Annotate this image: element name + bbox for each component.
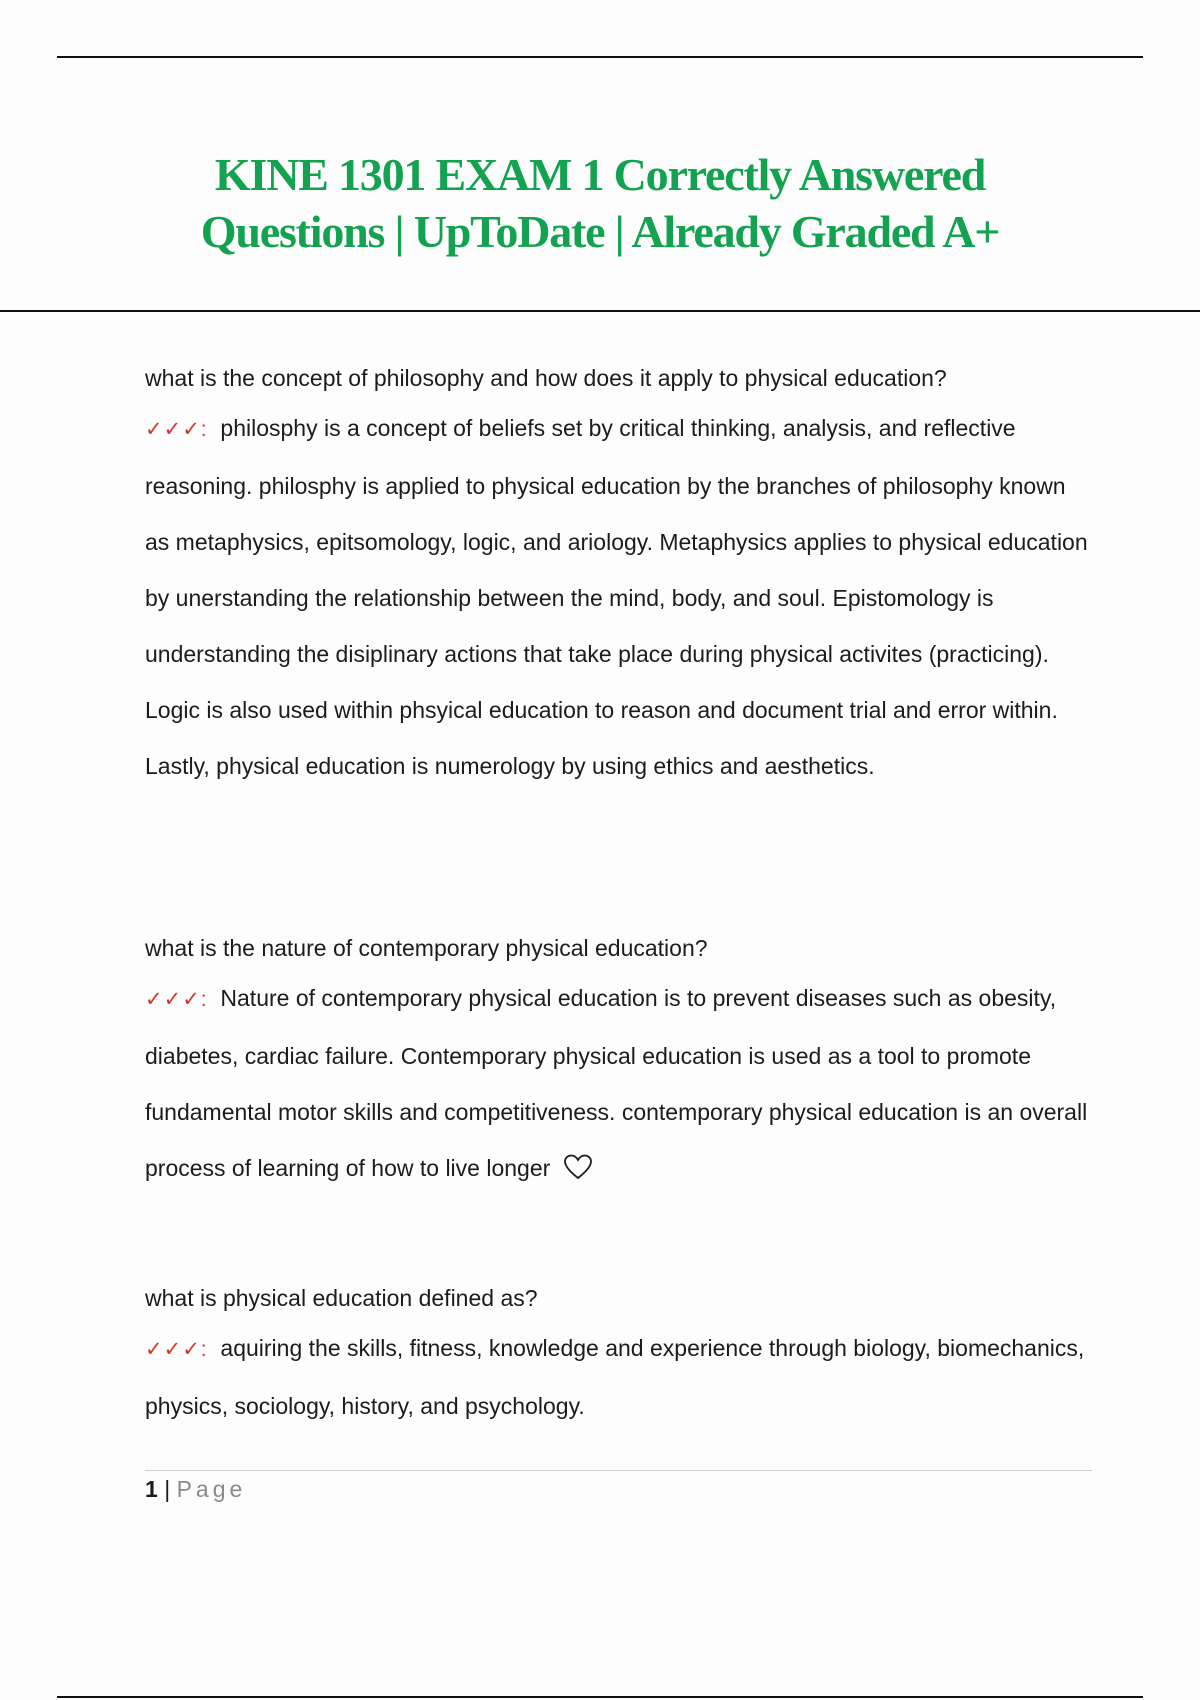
page-footer	[145, 1474, 246, 1504]
footer-divider	[145, 1470, 1092, 1471]
answer-text: philosphy is a concept of beliefs set by critical thinking, analysis, and reflective reasoning. philosphy is applied to physical education by the branches of philosophy known as metaphysics, epitsomology, logic, and ariology. Metaphysics applies to physical education by unerstanding the relationship between the mind, body, and soul. Epistomology is understanding the disiplinary actions that take place during physical activites (practicing). Logic is also used within phsyical education to reason and document trial and error within. Lastly, physical education is numerology by using ethics and aesthetics.	[145, 415, 1088, 779]
page-number: 1	[145, 1476, 158, 1502]
answer-block	[145, 970, 1095, 1196]
title-line-2: Questions | UpToDate | Already Graded A+	[200, 206, 1000, 257]
question-text: what is the concept of philosophy and how does it apply to physical education?	[145, 365, 947, 391]
title-line-1: KINE 1301 EXAM 1 Correctly Answered	[214, 149, 986, 200]
checkmark-icon: ✓✓✓:	[145, 988, 208, 1011]
answer-text: Nature of contemporary physical education is to prevent diseases such as obesity, diabetes, cardiac failure. Contemporary physical education is used as a tool to promote fundamental motor skills and competitiveness. contemporary physical education is an overall process of learning of how to live longer	[145, 985, 1088, 1181]
top-divider	[57, 56, 1143, 58]
qa-item	[145, 1280, 1095, 1434]
checkmark-icon: ✓✓✓:	[145, 1338, 208, 1361]
page-separator: |	[164, 1476, 171, 1502]
page-label: Page	[176, 1476, 247, 1502]
answer-block	[145, 400, 1095, 794]
qa-content	[145, 360, 1095, 1419]
answer-block	[145, 1320, 1095, 1434]
answer-text: aquiring the skills, fitness, knowledge and experience through biology, biomechanics, physics, sociology, history, and psychology.	[145, 1335, 1085, 1419]
qa-item	[145, 360, 1095, 794]
bottom-divider	[57, 1696, 1143, 1698]
document-title	[57, 146, 1143, 260]
checkmark-icon: ✓✓✓:	[145, 418, 208, 441]
qa-item	[145, 930, 1095, 1196]
header-divider	[0, 310, 1200, 312]
question-text: what is the nature of contemporary physical education?	[145, 935, 708, 961]
heart-icon	[563, 1154, 593, 1180]
question-text: what is physical education defined as?	[145, 1285, 538, 1311]
